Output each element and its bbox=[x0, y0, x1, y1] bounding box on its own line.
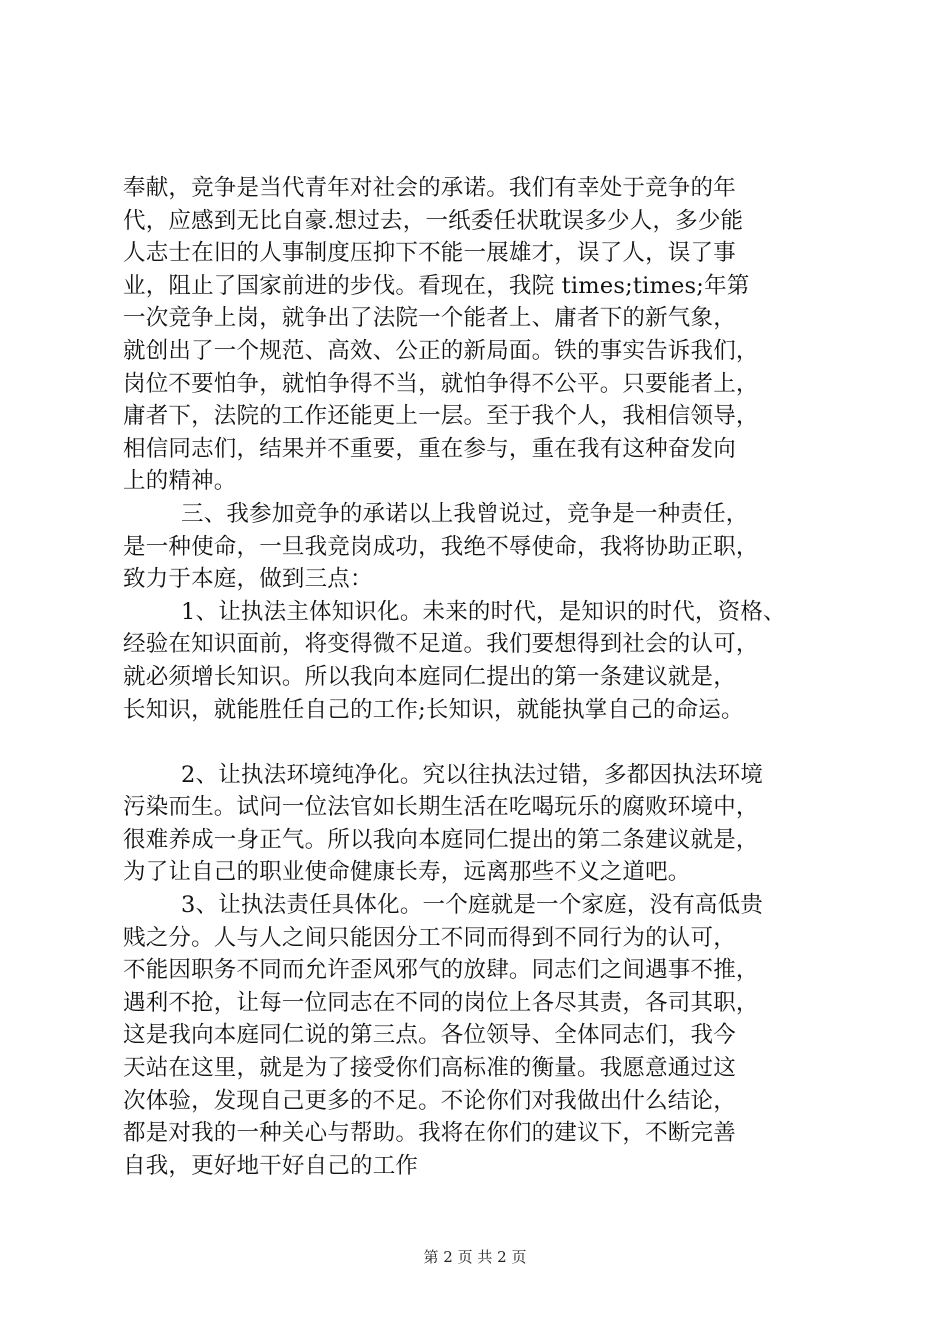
text-line: 2、让执法环境纯净化。究以往执法过错，多都因执法环境 bbox=[181, 761, 764, 788]
text-line: 业，阻止了国家前进的步伐。看现在，我院 times;times;年第 bbox=[123, 272, 750, 299]
text-line: 庸者下，法院的工作还能更上一层。至于我个人，我相信领导， bbox=[123, 403, 759, 430]
text-line: 遇利不抢，让每一位同志在不同的岗位上各尽其责，各司其职， bbox=[123, 989, 759, 1016]
text-line: 自我，更好地干好自己的工作 bbox=[123, 1152, 419, 1179]
text-line: 奉献，竞争是当代青年对社会的承诺。我们有幸处于竞争的年 bbox=[123, 175, 736, 201]
text-line: 3、让执法责任具体化。一个庭就是一个家庭，没有高低贵 bbox=[181, 892, 764, 919]
page-footer: 第 2 页 共 2 页 bbox=[423, 1248, 527, 1266]
text-line: 岗位不要怕争，就怕争得不当，就怕争得不公平。只要能者上， bbox=[123, 370, 759, 397]
text-line: 是一种使命，一旦我竞岗成功，我绝不辱使命，我将协助正职， bbox=[123, 533, 759, 560]
text-line: 致力于本庭，做到三点： bbox=[123, 566, 373, 593]
text-line: 就必须增长知识。所以我向本庭同仁提出的第一条建议就是， bbox=[123, 663, 736, 690]
text-line: 污染而生。试问一位法官如长期生活在吃喝玩乐的腐败环境中， bbox=[123, 794, 759, 821]
text-line: 次体验，发现自己更多的不足。不论你们对我做出什么结论， bbox=[123, 1087, 736, 1114]
text-line: 相信同志们，结果并不重要，重在参与，重在我有这种奋发向 bbox=[123, 435, 736, 462]
text-line: 1、让执法主体知识化。未来的时代，是知识的时代，资格、 bbox=[181, 598, 786, 625]
document-body bbox=[123, 172, 843, 1182]
text-line: 为了让自己的职业使命健康长寿，远离那些不义之道吧。 bbox=[123, 859, 691, 886]
text-line: 很难养成一身正气。所以我向本庭同仁提出的第二条建议就是， bbox=[123, 826, 759, 853]
text-line: 就创出了一个规范、高效、公正的新局面。铁的事实告诉我们， bbox=[123, 337, 759, 364]
text-line: 天站在这里，就是为了接受你们高标准的衡量。我愿意通过这 bbox=[123, 1055, 736, 1082]
text-line bbox=[123, 726, 843, 759]
text-line: 经验在知识面前，将变得微不足道。我们要想得到社会的认可， bbox=[123, 631, 759, 658]
text-line: 都是对我的一种关心与帮助。我将在你们的建议下，不断完善 bbox=[123, 1120, 736, 1147]
text-line: 人志士在旧的人事制度压抑下不能一展雄才，误了人，误了事 bbox=[123, 240, 736, 267]
text-line: 长知识，就能胜任自己的工作;长知识，就能执掌自己的命运。 bbox=[123, 696, 744, 723]
text-line: 三、我参加竞争的承诺以上我曾说过，竞争是一种责任， bbox=[181, 500, 749, 527]
text-line: 这是我向本庭同仁说的第三点。各位领导、全体同志们，我今 bbox=[123, 1022, 736, 1049]
text-line: 代，应感到无比自豪.想过去，一纸委任状耽误多少人，多少能 bbox=[123, 207, 744, 234]
text-line: 一次竞争上岗，就争出了法院一个能者上、庸者下的新气象， bbox=[123, 305, 736, 332]
text-line: 上的精神。 bbox=[123, 468, 237, 495]
text-line: 不能因职务不同而允许歪风邪气的放肆。同志们之间遇事不推， bbox=[123, 957, 759, 984]
text-line: 贱之分。人与人之间只能因分工不同而得到不同行为的认可， bbox=[123, 924, 736, 951]
